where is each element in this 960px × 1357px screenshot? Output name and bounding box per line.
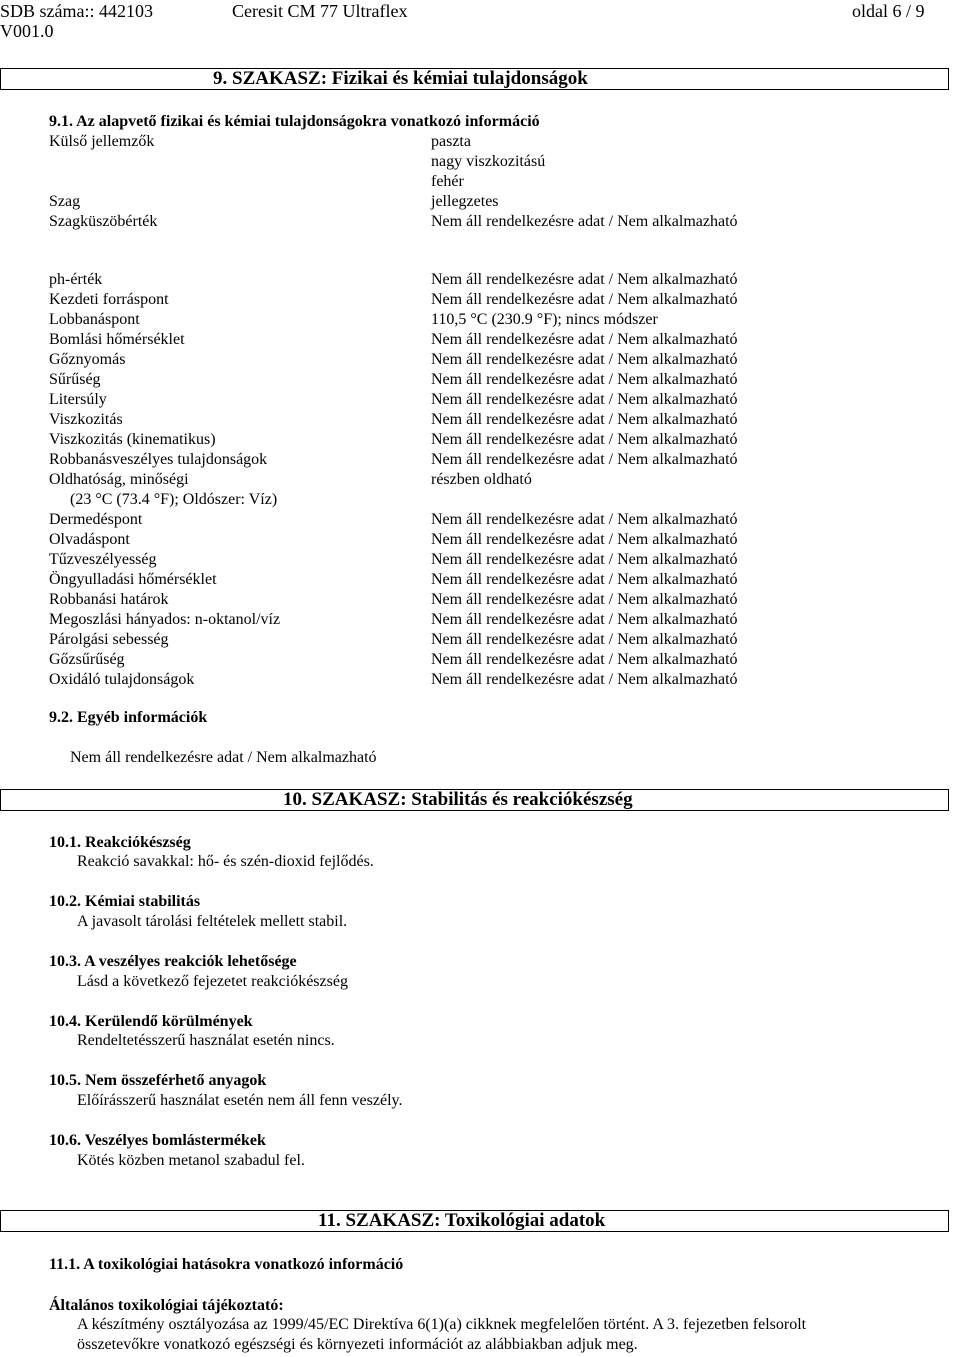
- property-label: Sűrűség: [49, 371, 101, 388]
- subsection-10-3-text: Lásd a következő fejezetet reakciókészség: [77, 973, 348, 990]
- property-row: [49, 290, 769, 310]
- odor-value: jellegzetes: [431, 193, 499, 210]
- property-value: Nem áll rendelkezésre adat / Nem alkalmazható: [431, 331, 738, 348]
- property-label: Párolgási sebesség: [49, 631, 169, 648]
- subsection-10-5-text: Előírásszerű használat esetén nem áll fenn veszély.: [77, 1092, 403, 1109]
- property-label: Robbanásveszélyes tulajdonságok: [49, 451, 268, 468]
- property-label: Viszkozitás: [49, 411, 123, 428]
- property-value: részben oldható: [431, 471, 532, 488]
- property-row: [49, 610, 769, 630]
- subsection-9-2-title: 9.2. Egyéb információk: [49, 709, 208, 726]
- property-row: [49, 270, 769, 290]
- property-label: ph-érték: [49, 271, 103, 288]
- subsection-10-3-title: 10.3. A veszélyes reakciók lehetősége: [49, 953, 297, 970]
- section-9-bar: [0, 68, 949, 90]
- subsection-10-6-text: Kötés közben metanol szabadul fel.: [77, 1152, 305, 1169]
- property-row: [49, 470, 769, 490]
- subsection-9-2-text: Nem áll rendelkezésre adat / Nem alkalmazható: [70, 749, 377, 766]
- subsection-10-4-title: 10.4. Kerülendő körülmények: [49, 1013, 253, 1030]
- odor-label: Szag: [49, 193, 81, 210]
- property-row: [49, 310, 769, 330]
- subsection-10-6-title: 10.6. Veszélyes bomlástermékek: [49, 1132, 266, 1149]
- property-label: Dermedéspont: [49, 511, 143, 528]
- sdb-number: SDB száma:: 442103: [0, 1, 153, 21]
- property-row: [49, 430, 769, 450]
- property-row: [49, 570, 769, 590]
- odor-threshold-value: Nem áll rendelkezésre adat / Nem alkalmazható: [431, 213, 738, 230]
- section-9-title: 9. SZAKASZ: Fizikai és kémiai tulajdonságok: [213, 68, 588, 89]
- appearance-value-3: fehér: [431, 173, 464, 190]
- subsection-11-1-title: 11.1. A toxikológiai hatásokra vonatkozó információ: [49, 1256, 404, 1273]
- property-row: [49, 390, 769, 410]
- property-value: Nem áll rendelkezésre adat / Nem alkalmazható: [431, 531, 738, 548]
- property-value: Nem áll rendelkezésre adat / Nem alkalmazható: [431, 271, 738, 288]
- property-label: Litersúly: [49, 391, 107, 408]
- general-tox-line-1: A készítmény osztályozása az 1999/45/EC Direktíva 6(1)(a) cikknek megfelelően történt. A 3. fejezetben felsorolt: [77, 1316, 807, 1333]
- property-label: Lobbanáspont: [49, 311, 140, 328]
- property-row: [49, 650, 769, 670]
- subsection-10-5-title: 10.5. Nem összeférhető anyagok: [49, 1072, 267, 1089]
- property-value: Nem áll rendelkezésre adat / Nem alkalmazható: [431, 671, 738, 688]
- property-row: [49, 450, 769, 470]
- subsection-10-1-text: Reakció savakkal: hő- és szén-dioxid fejlődés.: [77, 853, 374, 870]
- property-row: [49, 630, 769, 650]
- property-row: [49, 590, 769, 610]
- property-value: Nem áll rendelkezésre adat / Nem alkalmazható: [431, 631, 738, 648]
- property-label: Kezdeti forráspont: [49, 291, 169, 308]
- property-label: Gőznyomás: [49, 351, 126, 368]
- property-value: Nem áll rendelkezésre adat / Nem alkalmazható: [431, 371, 738, 388]
- property-row: [49, 510, 769, 530]
- property-value: Nem áll rendelkezésre adat / Nem alkalmazható: [431, 291, 738, 308]
- property-value: Nem áll rendelkezésre adat / Nem alkalmazható: [431, 611, 738, 628]
- property-row: [49, 550, 769, 570]
- property-label: Olvadáspont: [49, 531, 130, 548]
- property-value: Nem áll rendelkezésre adat / Nem alkalmazható: [431, 351, 738, 368]
- property-value: Nem áll rendelkezésre adat / Nem alkalmazható: [431, 571, 738, 588]
- property-row: [49, 410, 769, 430]
- property-row: [49, 370, 769, 390]
- version: V001.0: [0, 21, 54, 41]
- subsection-10-4-text: Rendeltetésszerű használat esetén nincs.: [77, 1032, 335, 1049]
- subsection-9-1-title: 9.1. Az alapvető fizikai és kémiai tulajdonságokra vonatkozó információ: [49, 113, 540, 130]
- section-11-title: 11. SZAKASZ: Toxikológiai adatok: [318, 1210, 606, 1231]
- section-10-bar: [0, 789, 949, 811]
- general-tox-title: Általános toxikológiai tájékoztató:: [49, 1297, 284, 1314]
- property-value: Nem áll rendelkezésre adat / Nem alkalmazható: [431, 551, 738, 568]
- subsection-10-2-title: 10.2. Kémiai stabilitás: [49, 893, 201, 910]
- appearance-label: Külső jellemzők: [49, 133, 155, 150]
- property-value: Nem áll rendelkezésre adat / Nem alkalmazható: [431, 511, 738, 528]
- property-value: Nem áll rendelkezésre adat / Nem alkalmazható: [431, 411, 738, 428]
- page-number: oldal 6 / 9: [852, 1, 925, 21]
- property-value: Nem áll rendelkezésre adat / Nem alkalmazható: [431, 651, 738, 668]
- appearance-value-2: nagy viszkozitású: [431, 153, 546, 170]
- subsection-10-2-text: A javasolt tárolási feltételek mellett stabil.: [77, 913, 348, 930]
- property-label: Robbanási határok: [49, 591, 169, 608]
- property-value: Nem áll rendelkezésre adat / Nem alkalmazható: [431, 391, 738, 408]
- appearance-value-1: paszta: [431, 133, 471, 150]
- property-label: Tűzveszélyesség: [49, 551, 157, 568]
- property-label: Bomlási hőmérséklet: [49, 331, 185, 348]
- property-label: Oxidáló tulajdonságok: [49, 671, 195, 688]
- section-11-bar: [0, 1210, 949, 1232]
- section-10-title: 10. SZAKASZ: Stabilitás és reakciókészség: [283, 789, 633, 810]
- property-value: Nem áll rendelkezésre adat / Nem alkalmazható: [431, 451, 738, 468]
- general-tox-line-2: összetevőkre vonatkozó egészségi és környezeti információt az alábbiakban adjuk meg.: [77, 1336, 638, 1353]
- product-name: Ceresit CM 77 Ultraflex: [232, 1, 408, 21]
- property-value: Nem áll rendelkezésre adat / Nem alkalmazható: [431, 591, 738, 608]
- property-label: Öngyulladási hőmérséklet: [49, 571, 217, 588]
- property-label: Oldhatóság, minőségi: [49, 471, 189, 488]
- property-row: [49, 530, 769, 550]
- subsection-10-1-title: 10.1. Reakciókészség: [49, 834, 191, 851]
- property-row: [49, 670, 769, 690]
- solubility-note: (23 °C (73.4 °F); Oldószer: Víz): [70, 491, 278, 508]
- property-label: Megoszlási hányados: n-oktanol/víz: [49, 611, 281, 628]
- property-label: Viszkozitás (kinematikus): [49, 431, 216, 448]
- odor-threshold-label: Szagküszöbérték: [49, 213, 158, 230]
- property-value: 110,5 °C (230.9 °F); nincs módszer: [431, 311, 658, 328]
- property-row: [49, 350, 769, 370]
- property-row: [49, 330, 769, 350]
- property-label: Gőzsűrűség: [49, 651, 125, 668]
- property-value: Nem áll rendelkezésre adat / Nem alkalmazható: [431, 431, 738, 448]
